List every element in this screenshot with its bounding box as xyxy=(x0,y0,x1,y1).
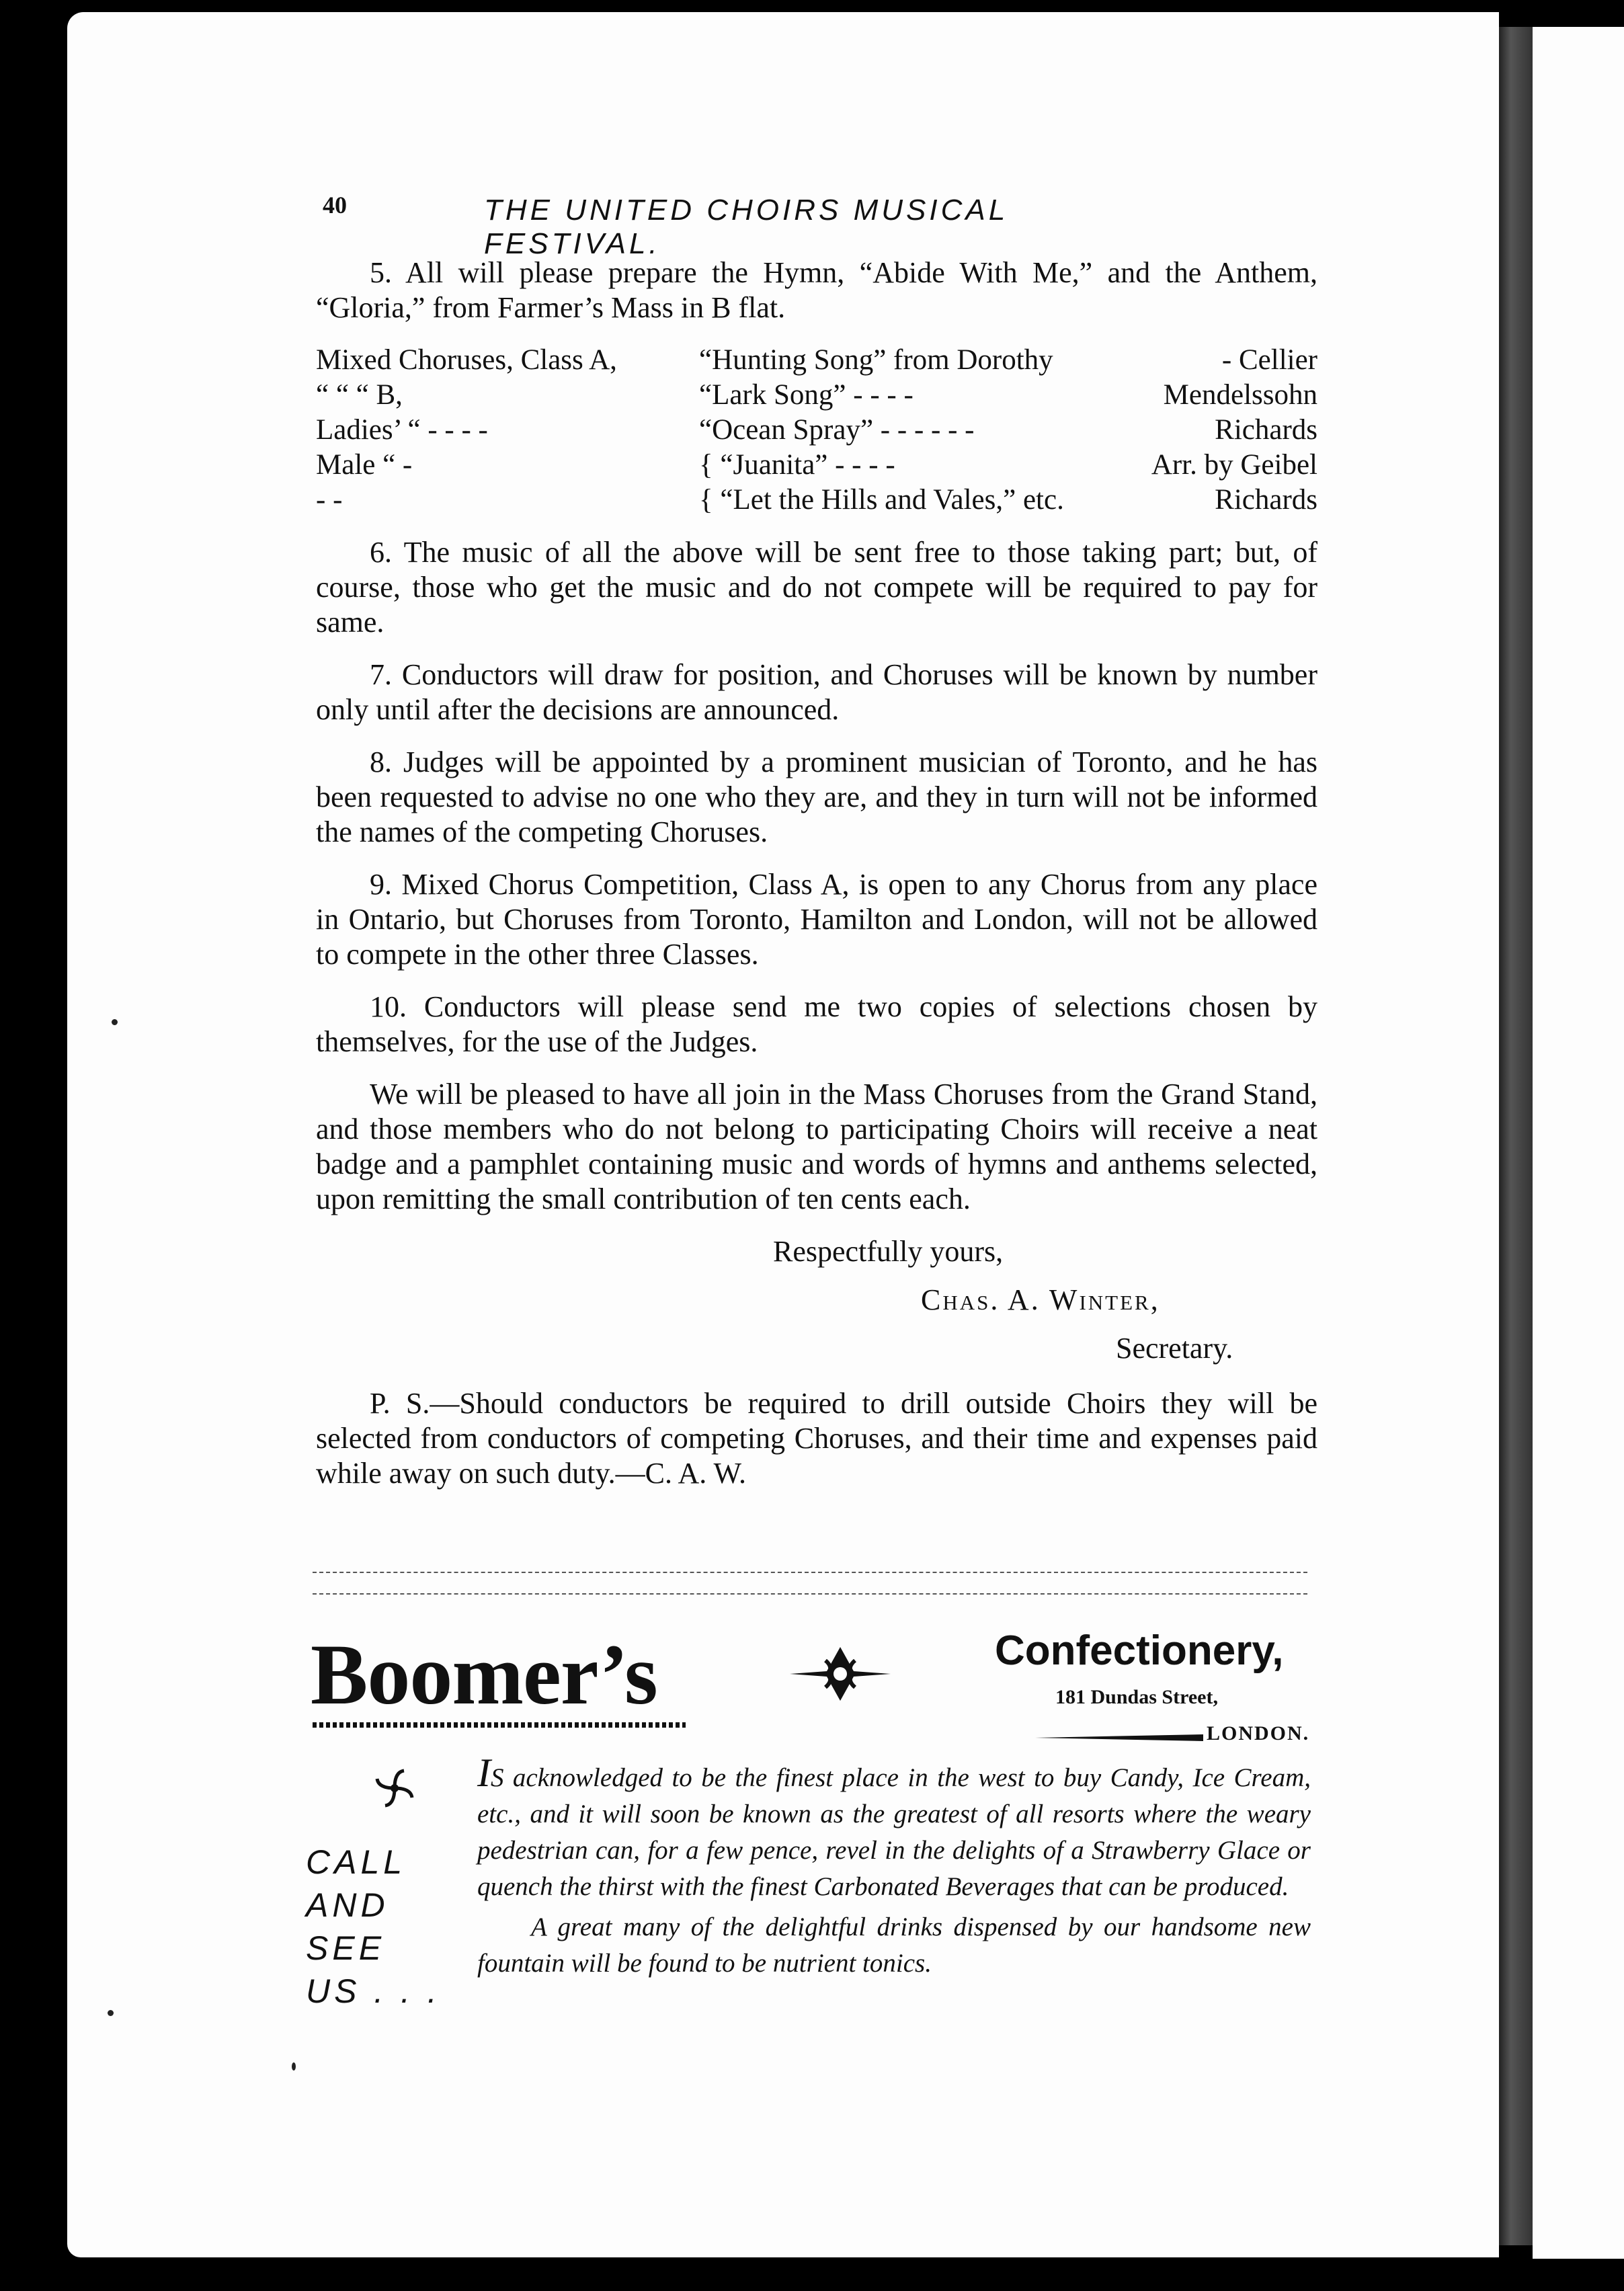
ad-brand-name: Boomer’s xyxy=(311,1627,657,1722)
ad-paragraph-1-text: S acknowledged to be the finest place in the west to buy Candy, Ice Cream, etc., and it will soon be known as the greatest of all resorts where the weary pedestrian can, for a few pence, revel in the delights of a Strawberry Glace or quench the thirst with the finest Carbonated Beverages that can be produced. xyxy=(477,1763,1311,1901)
signature-role: Secretary. xyxy=(1116,1332,1233,1365)
ad-copy xyxy=(477,1751,1311,1986)
chorus-song: “Hunting Song” from Dorothy xyxy=(699,344,1053,376)
paragraph-5: 5. All will please prepare the Hymn, “Abide With Me,” and the Anthem, “Gloria,” from Farmer’s Mass in B flat. xyxy=(316,256,1317,324)
drop-cap: I xyxy=(477,1751,491,1795)
chorus-row xyxy=(316,483,1317,518)
ad-paragraph-1 xyxy=(477,1751,1311,1905)
chorus-composer: Richards xyxy=(1215,484,1317,516)
chorus-song: { “Let the Hills and Vales,” etc. xyxy=(699,484,1064,516)
divider-rule-bottom xyxy=(313,1593,1307,1595)
signature: Chas. A. Winter, xyxy=(921,1283,1160,1316)
divider-rule-top xyxy=(313,1572,1307,1573)
call-and-see-us xyxy=(306,1841,454,2013)
call-line: AND xyxy=(306,1886,389,1924)
paragraph-10: 10. Conductors will please send me two copies of selections chosen by themselves, for the use of the Judges. xyxy=(316,990,1317,1058)
chorus-song: “Ocean Spray” - - - - - - xyxy=(699,414,975,446)
postscript: P. S.—Should conductors be required to drill outside Choirs they will be selected from conductors of competing Choruses, and their time and expenses paid while away on such duty.—C. A. W. xyxy=(316,1387,1317,1490)
chorus-song: “Lark Song” - - - - xyxy=(699,379,914,411)
paragraph-8: 8. Judges will be appointed by a prominent musician of Toronto, and he has been requested to advise no one who they are, and they in turn will not be informed the names of the competing Choruses. xyxy=(316,746,1317,848)
paragraph-9: 9. Mixed Chorus Competition, Class A, is open to any Chorus from any place in Ontario, but Choruses from Toronto, Hamilton and London, will not be allowed to compete in the other three Classes. xyxy=(316,868,1317,971)
chorus-selection-table xyxy=(316,343,1317,518)
ink-speck xyxy=(112,1019,118,1025)
ad-address: 181 Dundas Street, xyxy=(1055,1686,1218,1708)
pinwheel-ornament-icon xyxy=(373,1767,416,1810)
running-header: THE UNITED CHOIRS MUSICAL FESTIVAL. xyxy=(484,194,1008,260)
closing: Respectfully yours, xyxy=(773,1235,1004,1268)
book-spine-shadow xyxy=(1499,27,1533,2245)
brand-underline-dots xyxy=(313,1722,686,1728)
chorus-class: “ “ “ B, xyxy=(316,379,403,411)
call-line: US . . . xyxy=(306,1972,441,2010)
paragraph-mass-choruses: We will be pleased to have all join in the Mass Choruses from the Grand Stand, and those members who do not belong to participating Choirs will receive a neat badge and a pamphlet containing music and words of hymns and anthems selected, upon remitting the small contribution of ten cents each. xyxy=(316,1078,1317,1215)
ink-speck xyxy=(108,2010,114,2016)
ad-city: LONDON. xyxy=(1207,1722,1310,1744)
chorus-row xyxy=(316,343,1317,378)
chorus-row xyxy=(316,448,1317,483)
paragraph-7: 7. Conductors will draw for position, and Choruses will be known by number only until after the decisions are announced. xyxy=(316,658,1317,726)
chorus-composer: - Cellier xyxy=(1221,344,1317,376)
fleuron-ornament-icon xyxy=(786,1640,894,1707)
ad-paragraph-2: A great many of the delightful drinks dispensed by our handsome new fountain will be found to be nutrient tonics. xyxy=(477,1913,1311,1978)
chorus-composer: Richards xyxy=(1215,414,1317,446)
chorus-row xyxy=(316,378,1317,413)
chorus-composer: Mendelssohn xyxy=(1163,379,1317,411)
chorus-row xyxy=(316,413,1317,448)
call-line: CALL xyxy=(306,1843,407,1881)
ad-business-name: Confectionery, xyxy=(995,1627,1284,1674)
ink-speck xyxy=(292,2062,296,2071)
chorus-class: Mixed Choruses, Class A, xyxy=(316,344,617,376)
chorus-song: { “Juanita” - - - - xyxy=(699,449,895,481)
right-margin xyxy=(1533,27,1624,2259)
body-text xyxy=(316,255,1317,1509)
chorus-class: Ladies’ “ - - - - xyxy=(316,414,488,446)
call-line: SEE xyxy=(306,1929,386,1967)
paragraph-6: 6. The music of all the above will be sent free to those taking part; but, of course, those who get the music and do not compete will be required to pay for same. xyxy=(316,536,1317,639)
chorus-class: - - xyxy=(316,484,343,516)
page-number: 40 xyxy=(323,192,347,218)
chorus-class: Male “ - xyxy=(316,449,413,481)
chorus-composer: Arr. by Geibel xyxy=(1151,449,1317,481)
